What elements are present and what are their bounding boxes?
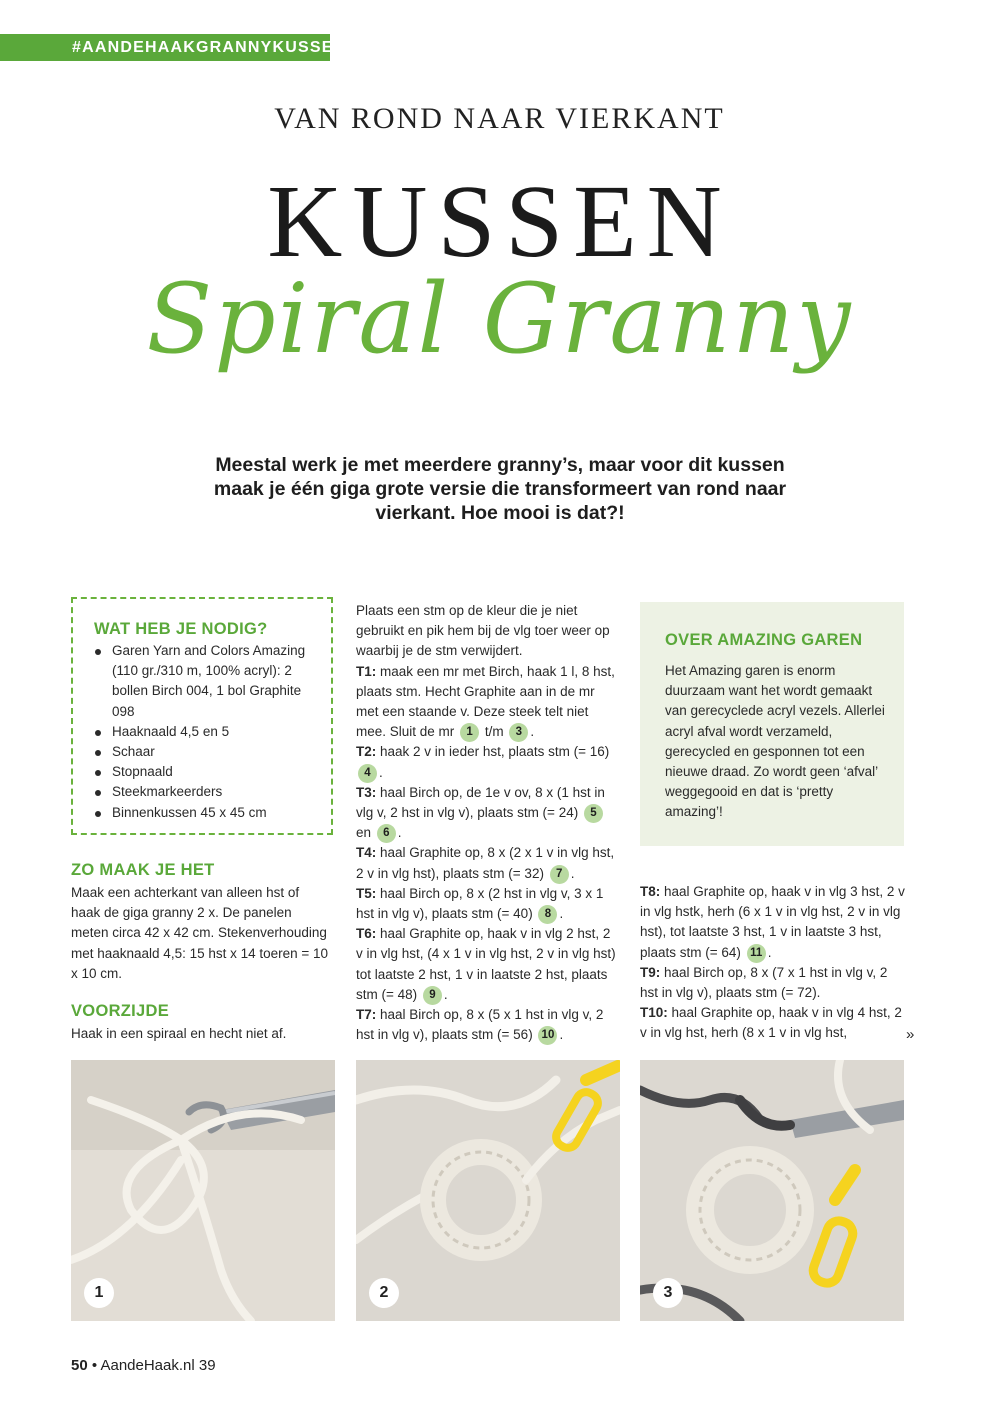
continue-arrow-icon: » xyxy=(906,1026,915,1043)
hashtag-label: #AANDEHAAKGRANNYKUSSEN xyxy=(72,39,347,56)
step-ref-badge: 3 xyxy=(509,723,528,742)
footer-bullet: • xyxy=(91,1357,98,1374)
range-word: t/m xyxy=(484,724,504,740)
round-text: maak een mr met Birch, haak 1 l, 8 hst, plaats stm. Hecht Graphite aan in de mr met een staande v. Deze steek telt niet mee. Sluit de mr xyxy=(356,663,615,740)
amazing-text: Het Amazing garen is enorm duurzaam want het wordt gemaakt van gerecyclede acryl vezels. Allerlei acryl afval wordt verzameld, gerecycled en gesponnen tot een nieuwe draad. Zo wordt geen ‘afval’ weggegooid en dat is ‘pretty amazing’! xyxy=(665,663,885,820)
step-ref-badge: 10 xyxy=(538,1026,557,1045)
step-ref-badge: 11 xyxy=(747,944,766,963)
step-number-badge: 2 xyxy=(369,1278,399,1308)
step-ref-badge: 8 xyxy=(538,905,557,924)
instructions-column-2 xyxy=(356,601,618,1045)
round-3: T3: haal Birch op, de 1e v ov, 8 x (1 hst in vlg v, 2 hst in vlg v), plaats stm (= 24) 5 en 6 . xyxy=(356,783,618,844)
step-ref-badge: 1 xyxy=(460,723,479,742)
round-text: haal Graphite op, 8 x (2 x 1 v in vlg hst, 2 v in vlg hst), plaats stm (= 32) xyxy=(356,845,615,881)
list-item: Binnenkussen 45 x 45 cm xyxy=(92,803,324,823)
crochet-round-illustration xyxy=(640,1060,904,1321)
page-footer xyxy=(71,1357,216,1374)
round-label: T7: xyxy=(356,1007,377,1023)
step-photo-1 xyxy=(71,1060,335,1321)
round-2: T2: haak 2 v in ieder hst, plaats stm (= 16) 4 . xyxy=(356,742,618,782)
front-text: Haak in een spiraal en hecht niet af. xyxy=(71,1026,287,1041)
round-label: T5: xyxy=(356,885,377,901)
round-label: T6: xyxy=(356,926,377,942)
how-text: Maak een achterkant van alleen hst of haak de giga granny 2 x. De panelen meten circa 42 x 42 cm. Stekenverhouding met haaknaald 4,5: 15 hst x 14 toeren = 10 x 10 cm. xyxy=(71,885,329,981)
yarn-loop-illustration xyxy=(71,1060,335,1321)
page-title: KUSSEN xyxy=(267,164,732,279)
round-10 xyxy=(640,1003,906,1043)
round-text: haak 2 v in ieder hst, plaats stm (= 16) xyxy=(380,744,610,760)
step-ref-badge: 4 xyxy=(358,764,377,783)
step-ref-badge: 9 xyxy=(423,986,442,1005)
list-item: Schaar xyxy=(92,742,324,762)
round-label: T4: xyxy=(356,845,377,861)
round-8: T8: haal Graphite op, haak v in vlg 3 hst, 2 v in vlg hstk, herh (6 x 1 v in vlg hst, 2 v in vlg hst), tot laatste 3 hst, 1 v in laatste 3 hst, plaats stm (= 64) 11 . xyxy=(640,882,906,963)
step-number-badge: 1 xyxy=(84,1278,114,1308)
round-text: haal Graphite op, haak v in vlg 3 hst, 2 v in vlg hstk, herh (6 x 1 v in vlg hst, 2 v in vlg hst), tot laatste 3 hst, 1 v in laatste 3 hst, plaats stm (= 64) xyxy=(640,884,905,960)
instructions-intro: Plaats een stm op de kleur die je niet gebruikt en pik hem bij de vlg toer weer op waarbij je de stm verwijdert. xyxy=(356,603,610,659)
range-word: en xyxy=(356,825,372,841)
how-title: ZO MAAK JE HET xyxy=(71,861,215,879)
list-item: Steekmarkeerders xyxy=(92,782,324,802)
round-label: T8: xyxy=(640,884,661,899)
round-4: T4: haal Graphite op, 8 x (2 x 1 v in vlg hst, 2 v in vlg hst), plaats stm (= 32) 7 . xyxy=(356,843,618,883)
round-5: T5: haal Birch op, 8 x (2 hst in vlg v, 3 x 1 hst in vlg v), plaats stm (= 40) 8 . xyxy=(356,884,618,924)
round-text: haal Birch op, 8 x (7 x 1 hst in vlg v, 2 hst in vlg v), plaats stm (= 72). xyxy=(640,964,888,1001)
list-item: Haaknaald 4,5 en 5 xyxy=(92,722,324,742)
round-label: T3: xyxy=(356,784,377,800)
round-text: haal Birch op, 8 x (5 x 1 hst in vlg v, 2 hst in vlg v), plaats stm (= 56) xyxy=(356,1007,604,1043)
round-label: T1: xyxy=(356,663,377,679)
round-label: T2: xyxy=(356,744,377,760)
round-label: T10: xyxy=(640,1005,668,1021)
round-9 xyxy=(640,963,906,1003)
list-item: Garen Yarn and Colors Amazing (110 gr./310 m, 100% acryl): 2 bollen Birch 004, 1 bol Graphite 098 xyxy=(92,641,324,722)
round-1: T1: maak een mr met Birch, haak 1 l, 8 hst, plaats stm. Hecht Graphite aan in de mr met een staande v. Deze steek telt niet mee. Sluit de mr 1 t/m 3 . xyxy=(356,662,618,743)
round-text: haal Graphite op, haak v in vlg 4 hst, 2 v in vlg hst, herh (8 x 1 v in vlg hst, xyxy=(640,1005,902,1041)
step-ref-badge: 7 xyxy=(550,865,569,884)
page-number: 50 xyxy=(71,1357,88,1374)
round-6: T6: haal Graphite op, haak v in vlg 2 hst, 2 v in vlg hst, (4 x 1 v in vlg hst, 2 v in vlg hst) tot laatste 2 hst, 1 v in laatste 2 hst, plaats stm (= 48) 9 . xyxy=(356,924,618,1005)
round-text: haal Birch op, 8 x (2 hst in vlg v, 3 x 1 hst in vlg v), plaats stm (= 40) xyxy=(356,885,604,922)
front-title: VOORZIJDE xyxy=(71,1002,170,1020)
round-7: T7: haal Birch op, 8 x (5 x 1 hst in vlg v, 2 hst in vlg v), plaats stm (= 56) 10 . xyxy=(356,1005,618,1045)
materials-title: WAT HEB JE NODIG? xyxy=(94,620,268,638)
intro-text: Meestal werk je met meerdere granny’s, maar voor dit kussen maak je één giga grote versie die transformeert van rond naar vierkant. Hoe mooi is dat?! xyxy=(213,454,787,524)
round-text: haal Graphite op, haak v in vlg 2 hst, 2 v in vlg hst, (4 x 1 v in vlg hst, 2 v in vlg hst) tot laatste 2 hst, 1 v in laatste 2 hst, plaats stm (= 48) xyxy=(356,926,616,1002)
amazing-title: OVER AMAZING GAREN xyxy=(665,631,863,649)
kicker: VAN ROND NAAR VIERKANT xyxy=(274,102,725,135)
magazine-name: AandeHaak.nl 39 xyxy=(100,1357,216,1374)
step-photo-2 xyxy=(356,1060,620,1321)
step-ref-badge: 6 xyxy=(377,824,396,843)
script-subtitle: Spiral Granny xyxy=(146,263,853,375)
instructions-column-3 xyxy=(640,882,906,1044)
step-photo-3 xyxy=(640,1060,904,1321)
list-item: Stopnaald xyxy=(92,762,324,782)
round-text: haal Birch op, de 1e v ov, 8 x (1 hst in vlg v, 2 hst in vlg v), plaats stm (= 24) xyxy=(356,784,605,821)
step-ref-badge: 5 xyxy=(584,804,603,823)
crochet-ring-illustration xyxy=(356,1060,620,1321)
step-number-badge: 3 xyxy=(653,1278,683,1308)
round-label: T9: xyxy=(640,964,661,980)
materials-list xyxy=(92,641,324,823)
